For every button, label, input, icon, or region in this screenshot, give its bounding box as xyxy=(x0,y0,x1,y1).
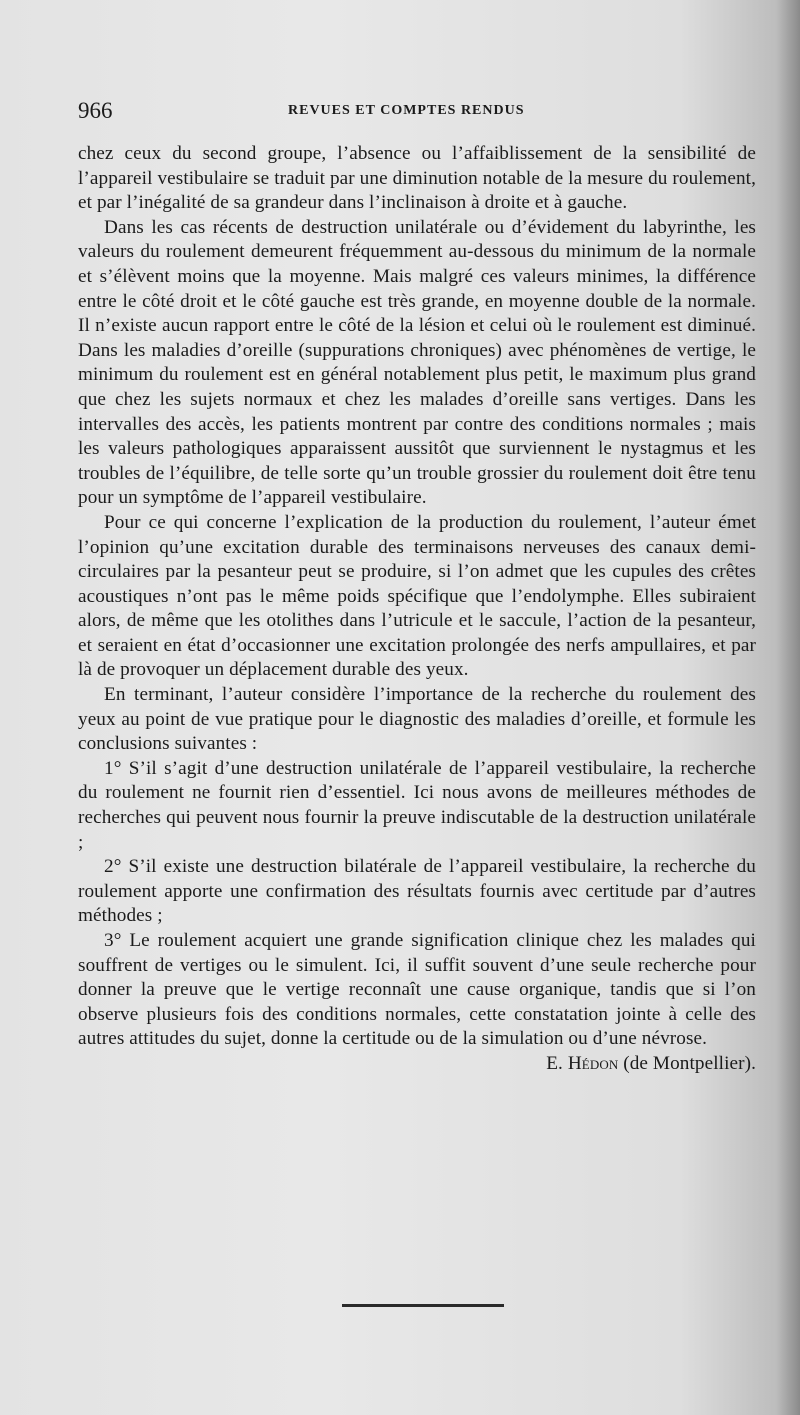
page-number: 966 xyxy=(78,98,113,123)
running-head: REVUES ET COMPTES RENDUS xyxy=(288,103,525,118)
conclusion-item-3-text: 3° Le roulement acquiert une grande signification clinique chez les malades qui souffrent de vertiges ou le simulent. Ici, il suffit souvent d’une seule recherche pour donner la preuve que le vertige reconnaît une cause organique, tandis que si l’on observe plusieurs fois des conditions normales, cette constatation jointe à celle des autres attitudes du sujet, donne la certitude ou de la simulation ou d’une névrose. xyxy=(78,930,756,1050)
paragraph-recent-cases: Dans les cas récents de destruction unilatérale ou d’évidement du labyrinthe, les valeurs du roulement demeurent fréquemment au-dessous du minimum de la normale et s’élèvent moins que la moyenne. Mais malgré ces valeurs minimes, la différence entre le côté droit et le côté gauche est très grande, en moyenne double de la normale. Il n’existe aucun rapport entre le côté de la lésion et celui où le roulement est diminué. Dans les maladies d’oreille (suppurations chroniques) avec phénomènes de vertige, le minimum du roulement est en général notablement plus petit, le maximum plus grand que chez les sujets normaux et chez les malades d’oreille sans vertiges. Dans les intervalles des accès, les patients montrent par contre des conditions normales ; mais les valeurs pathologiques apparaissent aussitôt que surviennent le nystagmus et les troubles de l’équilibre, de telle sorte qu’un trouble grossier du roulement doit être tenu pour un symptôme de l’appareil vestibulaire. xyxy=(78,216,756,509)
page-header xyxy=(78,96,758,126)
conclusion-item-1: 1° S’il s’agit d’une destruction unilatérale de l’appareil vestibulaire, la recherche du roulement ne fournit rien d’essentiel. Ici nous avons de meilleures méthodes de recherches qui peuvent nous fournir la preuve indiscutable de la destruction unilatérale ; xyxy=(78,757,756,853)
end-rule-divider xyxy=(342,1304,504,1307)
article-body xyxy=(78,142,756,1077)
conclusion-item-2: 2° S’il existe une destruction bilatérale de l’appareil vestibulaire, la recherche du roulement apporte une confirmation des résultats fournis avec certitude par d’autres méthodes ; xyxy=(78,856,756,927)
paragraph-continuation: chez ceux du second groupe, l’absence ou l’affaiblissement de la sensibilité de l’appareil vestibulaire se traduit par une diminution notable de la mesure du roulement, et par l’inégalité de sa grandeur dans l’inclinaison à droite et à gauche. xyxy=(78,143,756,214)
signature xyxy=(520,1052,756,1077)
signature-initial: E. xyxy=(546,1052,563,1074)
paragraph-explanation: Pour ce qui concerne l’explication de la production du roulement, l’auteur émet l’opinion qu’une excitation durable des terminaisons nerveuses des canaux demi-circulaires par la pesanteur peut se produire, si l’on admet que les cupules des crêtes acoustiques n’ont pas le même poids spécifique que l’endolymphe. Elles subiraient alors, de même que les otolithes dans l’utricule et le saccule, l’action de la pesanteur, et seraient en état d’occasionner une excitation prolongée des nerfs ampullaires, et par là de provoquer un déplacement durable des yeux. xyxy=(78,511,756,681)
conclusion-item-3 xyxy=(78,929,756,1074)
signature-affiliation: (de Montpellier). xyxy=(623,1052,756,1074)
signature-name: Hédon xyxy=(567,1052,619,1074)
paragraph-conclusions-intro: En terminant, l’auteur considère l’importance de la recherche du roulement des yeux au point de vue pratique pour le diagnostic des maladies d’oreille, et formule les conclusions suivantes : xyxy=(78,684,756,755)
